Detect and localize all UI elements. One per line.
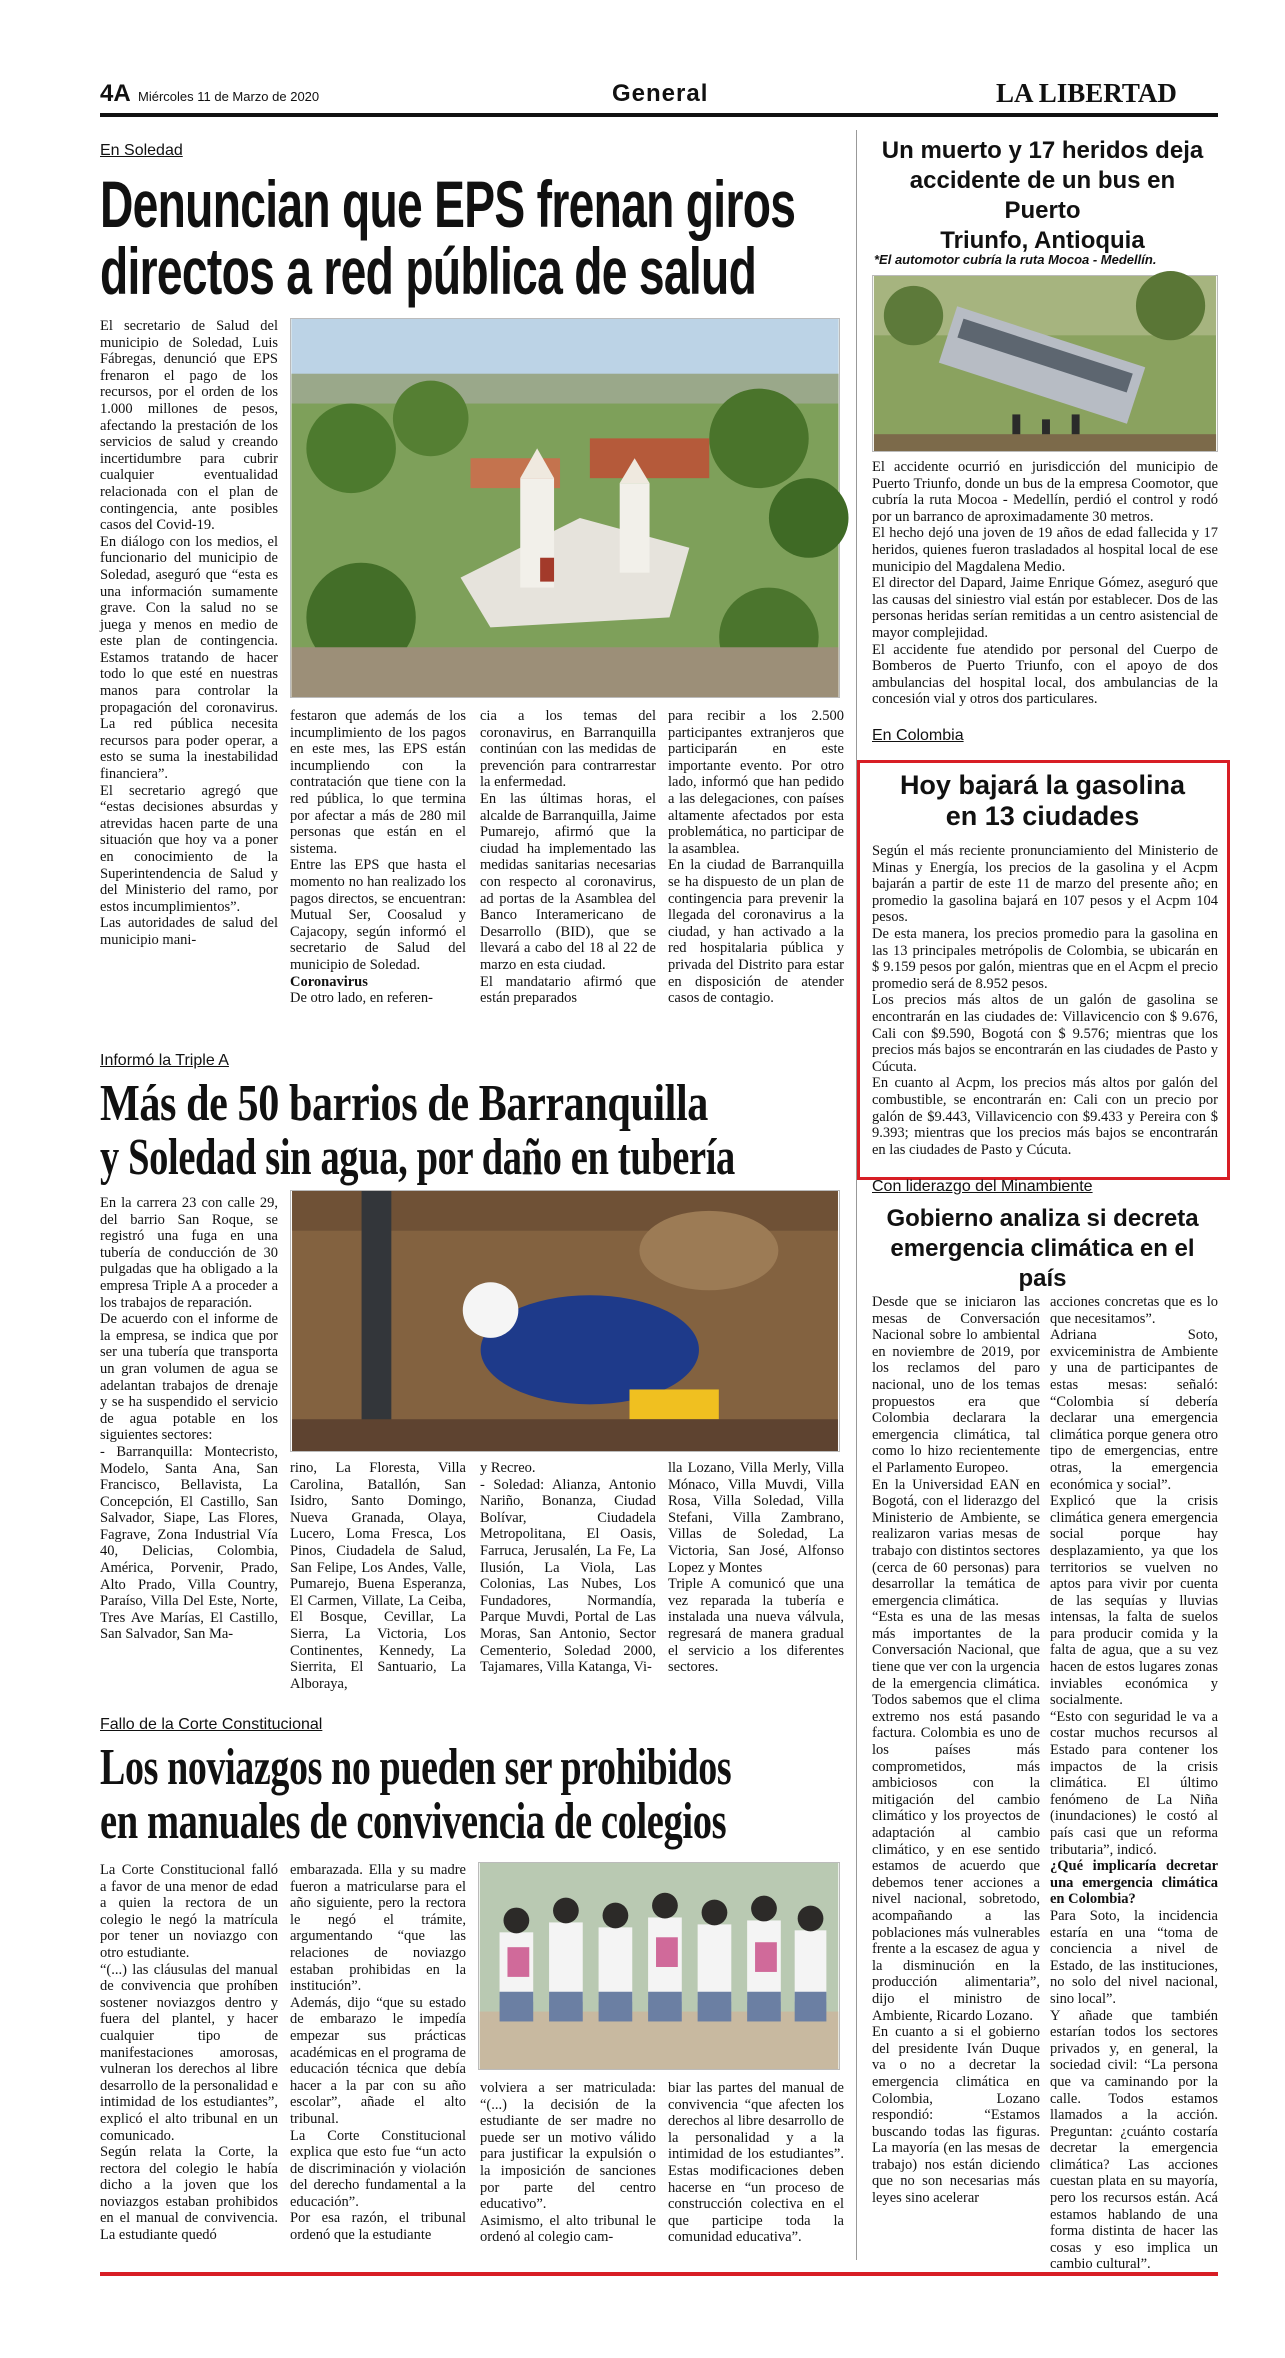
article-title-line-2: directos a red pública de salud: [100, 234, 757, 308]
sidebar-title: [870, 1204, 1215, 1294]
article-title-line-2: y Soledad sin agua, por daño en tubería: [100, 1129, 735, 1186]
article-column: para recibir a los 2.500 participantes extranjeros que participarán en este importante evento. Por otro lado, informó que han pedido a las delegaciones, con países altamente afectados por esta problemática, no participar de la asamblea. En la ciudad de Barranquilla se ha dispuesto de un plan de contingencia para prevenir la llegada del coronavirus a la ciudad, y han activado a la red hospitalaria pública y privada del Distrito para estar en disposición de atender casos de contagio.: [668, 708, 844, 1007]
footer-rule: [100, 2272, 1218, 2276]
sidebar-body: Según el más reciente pronunciamiento del Ministerio de Minas y Energía, los precios de la gasolina y el Acpm bajarán a partir de este 11 de marzo del presente año; en promedio la gasolina bajará en 107 pesos y el Acpm 104 pesos. De esta manera, los precios promedio para la gasolina en las 13 principales metrópolis de Colombia, se ubicarán en $ 9.159 pesos por galón, mientras que en el Acpm el precio promedio será de 8.952 pesos. Los precios más altos de un galón de gasolina se encontrarán en las ciudades de: Villavicencio con $ 9.676, Cali con $9.590, Bogotá con $ 9.576; mientras que los precios más bajos se encontrarán en las ciudades de Pasto y Cúcuta. En cuanto al Acpm, los precios más altos por galón del combustible, se encontrarán en: Cali con un precio por galón de $9.443, Villavicencio con $9.433 y Pereira con $ 9.393; mientras que los precios más bajos se encontrarán en las ciudades de Pasto y Cúcuta.: [872, 843, 1218, 1158]
article-column: volviera a ser matriculada: “(...) la decisión de la estudiante de ser madre no puede ser un motivo válido para justificar la expulsión o la imposición de sanciones por parte del centro educativo”. Asimismo, el alto tribunal le ordenó al colegio cam-: [480, 2080, 656, 2246]
article-kicker: En Soledad: [100, 142, 183, 159]
sidebar-title-line: en 13 ciudades: [945, 801, 1140, 831]
column-divider: [856, 130, 857, 2260]
sidebar-kicker: En Colombia: [872, 727, 964, 744]
sidebar-title-line: accidente de un bus en Puerto: [909, 167, 1176, 224]
article-column: En la carrera 23 con calle 29, del barrio San Roque, se registró una fuga en una tubería de conducción de 30 pulgadas que ha obligado a la empresa Triple A a proceder a los trabajos de reparación. De acuerdo con el informe de la empresa, se indica que por ser una tubería que transporta un gran volumen de agua se adelantan trabajos de drenaje y se ha suspendido el servicio de agua potable en los siguientes sectores: - Barranquilla: Montecristo, Modelo, Santa Ana, San Francisco, Bellavista, La Concepción, El Castillo, San Salvador, Siape, Las Flores, Fagrave, Zona Industrial Vía 40, Delicias, Colombia, América, Porvenir, Prado, Alto Prado, Villa Country, Paraíso, Villa Del Este, Norte, Tres Ave Marías, El Castillo, San Salvador, San Ma-: [100, 1195, 278, 1643]
bus-accident-photo: [872, 275, 1218, 452]
article-column: y Recreo. - Soledad: Alianza, Antonio Nariño, Bonanza, Ciudad Bolívar, Ciudadela Metropolitana, El Oasis, Farruca, Jerusalén, La Fe, La Ilusión, La Viola, Las Colonias, Las Nubes, Los Fundadores, Normandía, Parque Muvdi, Portal de Las Moras, San Antonio, Sector Cementerio, Soledad 2000, Tajamares, Villa Katanga, Vi-: [480, 1460, 656, 1676]
article-column: cia a los temas del coronavirus, en Barranquilla continúan con las medidas de prevención para contrarrestar la enfermedad. En las últimas horas, el alcalde de Barranquilla, Jaime Pumarejo, afirmó que la ciudad ha implementado las medidas sanitarias necesarias con respecto al coronavirus, ad portas de la Asamblea del Banco Interamericano de Desarrollo (BID), que se llevará a cabo del 18 al 22 de marzo en esta ciudad. El mandatario afirmó que están preparados: [480, 708, 656, 1007]
sidebar-title: [870, 136, 1215, 256]
article-title-line-2: en manuales de convivencia de colegios: [100, 1793, 727, 1850]
article-column: biar las partes del manual de convivencia “que afecten los derechos al libre desarrollo de la personalidad y a la intimidad de los estudiantes”. Estas modificaciones deben hacerse en “un proceso de construcción colectiva en el que participe toda la comunidad educativa”.: [668, 2080, 844, 2246]
sidebar-body: El accidente ocurrió en jurisdicción del municipio de Puerto Triunfo, donde un bus de la empresa Coomotor, que cubría la ruta Mocoa - Medellín, perdió el control y rodó por un barranco de aproximadamente 30 metros. El hecho dejó una joven de 19 años de edad fallecida y 17 heridos, quienes fueron trasladados al hospital local de ese municipio del Magdalena Medio. El director del Dapard, Jaime Enrique Gómez, aseguró que las causas del siniestro vial están por establecer. Dos de las personas heridas serían remitidas a un centro asistencial de mayor complejidad. El accidente fue atendido por personal del Cuerpo de Bomberos de Puerto Triunfo, con el apoyo de dos ambulancias del hospital local, dos ambulancias de la concesión vial y otros dos particulares.: [872, 459, 1218, 708]
article-column: lla Lozano, Villa Merly, Villa Mónaco, Villa Muvdi, Villa Rosa, Villa Soledad, Villa Stefani, Villa Zambrano, Villas de Soledad, La Victoria, San José, Alfonso Lopez y Montes Triple A comunicó que una vez reparada la tubería e instalada una nueva válvula, regresará de manera gradual el servicio a los diferentes sectores.: [668, 1460, 844, 1676]
sidebar-title-line: Gobierno analiza si decreta: [886, 1205, 1199, 1232]
article-column: La Corte Constitucional falló a favor de una menor de edad a quien la rectora de un colegio le negó la matrícula por tener un noviazgo con otro estudiante. “(...) las cláusulas del manual de convivencia que prohíben sostener noviazgos dentro y fuera del plantel, y hacer cualquier tipo de manifestaciones amorosas, vulneran los derechos al libre desarrollo de la personalidad e intimidad de los estudiantes”, explicó el alto tribunal en un comunicado. Según relata la Corte, la rectora del colegio le había dicho a la joven que los noviazgos estaban prohibidos en el manual de convivencia. La estudiante quedó: [100, 1862, 278, 2244]
sidebar-title-line: Hoy bajará la gasolina: [899, 770, 1186, 800]
page-number: 4A: [100, 80, 131, 107]
pipe-repair-photo: [290, 1190, 840, 1452]
newspaper-brand: LA LIBERTAD: [996, 78, 1177, 108]
article-title-line-1: Los noviazgos no pueden ser prohibidos: [100, 1739, 732, 1796]
page-date: Miércoles 11 de Marzo de 2020: [138, 89, 320, 104]
article-column: festaron que además de los incumplimiento de los pagos en este mes, las EPS están incumpliendo con la contratación que tiene con la red pública, lo que termina por afectar a más de 280 mil personas que están en el sistema. Entre las EPS que hasta el momento no han realizado los pagos directos, se encuentran: Mutual Ser, Coosalud y Cajacopy, según informó el secretario de Salud del municipio de Soledad. Coronavirus De otro lado, en referen-: [290, 708, 466, 1007]
students-photo: [478, 1862, 840, 2070]
sidebar-title-line: Triunfo, Antioquia: [940, 227, 1145, 254]
sidebar-kicker: Con liderazgo del Minambiente: [872, 1178, 1093, 1195]
photo-caption: *El automotor cubría la ruta Mocoa - Medellín.: [874, 252, 1157, 267]
sidebar-title-line: emergencia climática en el país: [890, 1235, 1195, 1292]
header-rule: [100, 113, 1218, 117]
sidebar-column: Desde que se iniciaron las mesas de Conversación Nacional sobre lo ambiental en noviembre de 2019, por los reclamos del paro nacional, uno de los temas propuestos era que Colombia declarara la emergencia climática, tal como lo hizo recientemente el Parlamento Europeo. En la Universidad EAN en Bogotá, con el liderazgo del Ministerio de Ambiente, se realizaron varias mesas de trabajo con distintos sectores (cerca de 60 personas) para desarrollar la temática de emergencia climática. “Esta es una de las mesas más importantes de la Conversación Nacional, que tiene que ver con la urgencia de la emergencia climática. Todos sabemos que el clima extremo nos está pasando factura. Colombia es uno de los países más comprometidos, más ambiciosos con la mitigación del cambio climático y los proyectos de adaptación al cambio climático, y en ese sentido estamos de acuerdo que debemos tener acciones a nivel nacional, sobretodo, acompañando a las poblaciones más vulnerables frente a la escasez de agua y la disminución en la producción alimentaria”, dijo el ministro de Ambiente, Ricardo Lozano. En cuanto a si el gobierno del presidente Iván Duque va o no a decretar la emergencia climática en Colombia, Lozano respondió: “Estamos buscando todas las figuras. La mayoría (en las mesas de trabajo) nos están diciendo que no son necesarias más leyes sino acelerar: [872, 1294, 1040, 2207]
article-title-line-1: Denuncian que EPS frenan giros: [100, 167, 796, 241]
article-title-line-1: Más de 50 barrios de Barranquilla: [100, 1075, 708, 1132]
sidebar-column: acciones concretas que es lo que necesitamos”. Adriana Soto, exviceministra de Ambiente y una de participantes de estas mesas: señaló: “Colombia sí debería declarar una emergencia climática porque genera otro tipo de emergencias, entre otras, la emergencia económica y social”. Explicó que la crisis climática genera emergencia social porque hay desplazamiento, ya que los territorios se vuelven no aptos para vivir por cuenta de las sequías y lluvias intensas, la falta de suelos para producir comida y la falta de agua, que a su vez hacen de estos lugares zonas inviables económica y socialmente. “Esto con seguridad le va a costar muchos recursos al Estado para contener los impactos de la crisis climática. El último fenómeno de La Niña (inundaciones) le costó al país casi que un reforma tributaria”, indicó. ¿Qué implicaría decretar una emergencia climática en Colombia? Para Soto, la incidencia estaría en una “toma de conciencia a nivel de Estado, de las instituciones, no solo del nivel nacional, sino local”. Y añade que también estarían todos los sectores privados y, en general, la sociedad civil: “La persona que va caminando por la calle. Todos estamos llamados a la acción. Preguntan: ¿cuánto costaría decretar la emergencia climática? Las acciones cuestan plata en su mayoría, pero los recursos están. Acá estamos hablando de una forma distinta de hacer las cosas y eso implica un cambio cultural”.: [1050, 1294, 1218, 2273]
section-name: General: [612, 80, 709, 107]
article-column: embarazada. Ella y su madre fueron a matricularse para el año siguiente, pero la rectora le negó el trámite, argumentando “que las relaciones de noviazgo estaban prohibidas en la institución”. Además, dijo “que su estado de embarazo le impedía empezar sus prácticas académicas en el programa de educación técnica que debía hacer a la par con su año escolar”, añade el alto tribunal. La Corte Constitucional explica que esto fue “un acto de discriminación y violación del derecho fundamental a la educación”. Por esa razón, el tribunal ordenó que la estudiante: [290, 1862, 466, 2244]
sidebar-title: [870, 770, 1215, 832]
article-column: El secretario de Salud del municipio de Soledad, Luis Fábregas, denunció que EPS frenaron el pago de los recursos, por el orden de los 1.000 millones de pesos, afectando la prestación de los servicios de salud y creando incertidumbre para cubrir cualquier eventualidad relacionada con el plan de contingencia, ante posibles casos del Covid-19. En diálogo con los medios, el funcionario del municipio de Soledad, aseguró que “esta es una información sumamente grave. Con la salud no se juega y menos en medio de este plan de contingencia. Estamos tratando de hacer todo lo que esté en nuestras manos para controlar la propagación del coronavirus. La red pública necesita recursos para poder operar, a esto se suma la inestabilidad financiera”. El secretario agregó que “estas decisiones absurdas y atrevidas hacen parte de una situación que hoy va a poner en conocimiento de la Superintendencia de Salud y del Ministerio del ramo, por estos incumplimientos”. Las autoridades de salud del municipio mani-: [100, 318, 278, 948]
town-church-photo: [290, 318, 840, 698]
article-kicker: Fallo de la Corte Constitucional: [100, 1716, 323, 1733]
article-column: rino, La Floresta, Villa Carolina, Batallón, San Isidro, Santo Domingo, Nueva Granada, Olaya, Lucero, Loma Fresca, Los Pinos, Ciudadela de Salud, San Felipe, Los Andes, Valle, Pumarejo, Buena Esperanza, El Carmen, Villate, La Ceiba, El Bosque, Cevillar, La Sierra, La Victoria, Los Continentes, Kennedy, La Sierrita, El Santuario, La Alboraya,: [290, 1460, 466, 1692]
sidebar-title-line: Un muerto y 17 heridos deja: [881, 137, 1204, 164]
article-kicker: Informó la Triple A: [100, 1052, 229, 1069]
